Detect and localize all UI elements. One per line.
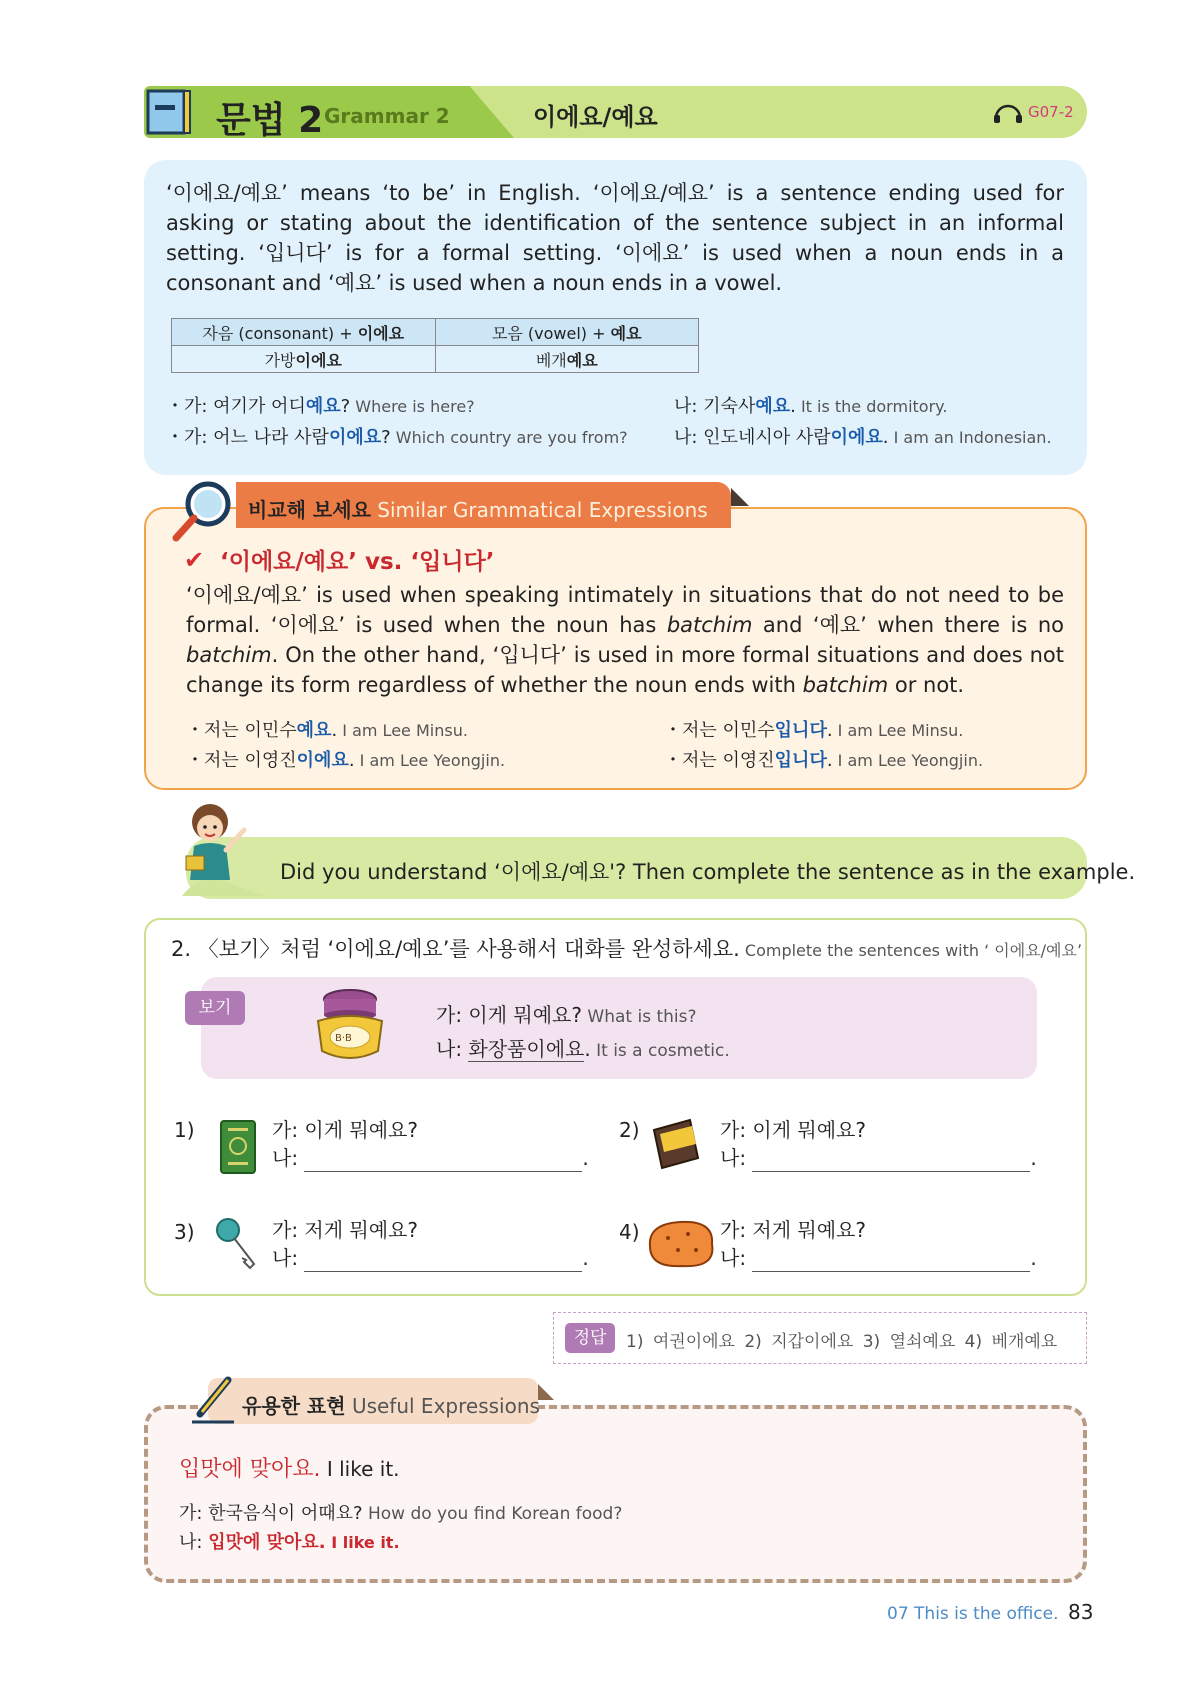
table-header-vowel: 모음 (vowel) + 예요 (435, 319, 699, 346)
intro-example: ・가: 여기가 어디예요? Where is here? (166, 396, 475, 417)
useful-expressions-tab-fold (538, 1384, 554, 1400)
item-answer: 나: . (720, 1246, 1037, 1270)
headphones-icon[interactable] (992, 100, 1024, 124)
chapter-footer: 07 This is the office. (887, 1604, 1059, 1624)
compare-example: ・저는 이민수입니다. I am Lee Minsu. (664, 720, 964, 741)
exercise-title: 2. 〈보기〉처럼 ‘이에요/예요’를 사용해서 대화를 완성하세요. Complete the sentences with ‘ 이에요/예요’ (171, 937, 1083, 961)
useful-expressions-label: 유용한 표현 Useful Expressions (242, 1394, 540, 1418)
useful-expressions-box (144, 1405, 1087, 1583)
item-answer: 나: . (720, 1146, 1037, 1170)
answer-blank[interactable] (752, 1150, 1030, 1172)
answer-blank[interactable] (304, 1150, 582, 1172)
item-number: 4) (619, 1220, 640, 1244)
section-subtitle: Grammar 2 (324, 104, 450, 128)
item-answer: 나: . (272, 1246, 589, 1270)
conjugation-table (171, 318, 699, 373)
section-topic: 이에요/예요 (533, 103, 658, 131)
wallet-icon (650, 1116, 704, 1172)
compare-heading: ‘이에요/예요’ vs. ‘입니다’ (220, 549, 495, 575)
item-number: 1) (174, 1118, 195, 1142)
example-tag: 보기 (185, 991, 245, 1025)
page-number: 83 (1068, 1600, 1094, 1624)
teacher-illustration (172, 800, 272, 904)
answer-blank[interactable] (752, 1250, 1030, 1272)
example-question: 가: 이게 뭐예요? What is this? (436, 1003, 697, 1027)
item-number: 2) (619, 1118, 640, 1142)
pillow-icon (644, 1216, 718, 1272)
item-question: 가: 저게 뭐예요? (720, 1218, 866, 1242)
compare-text: ‘이에요/예요’ is used when speaking intimately in situations that do not need to be formal. ‘이에요’ is used when the noun has batchim and ‘예요’ when there is no batchim. On the other hand, ‘입니다’ is used in more formal situations and does not change its form regardless of whether the noun ends with batchim or not. (186, 583, 1064, 697)
compare-tab-label: 비교해 보세요 Similar Grammatical Expressions (248, 498, 708, 522)
useful-expression-main: 입맛에 맞아요. I like it. (179, 1457, 400, 1482)
answer-blank[interactable] (304, 1250, 582, 1272)
compare-example: ・저는 이영진입니다. I am Lee Yeongjin. (664, 750, 984, 771)
answer-key-text: 1) 여권이에요 2) 지갑이에요 3) 열쇠예요 4) 베개예요 (626, 1332, 1058, 1352)
compare-example: ・저는 이민수예요. I am Lee Minsu. (186, 720, 468, 741)
jar-label: B·B (335, 1033, 352, 1044)
grammar-explanation-text: ‘이에요/예요’ means ‘to be’ in English. ‘이에요/예요’ is a sentence ending used for asking or stating about the identification of the sentence subject in an informal setting. ‘입니다’ is for a formal setting. ‘이에요’ is used when a noun ends in a consonant and ‘예요’ is used when a noun ends in a vowel. (166, 181, 1064, 295)
audio-track-label[interactable]: G07-2 (1028, 103, 1074, 121)
table-cell-vowel-example: 베개예요 (435, 346, 699, 373)
instruction-banner-text: Did you understand ‘이에요/예요'? Then complete the sentence as in the example. (280, 860, 1136, 884)
pen-icon (188, 1374, 238, 1426)
intro-example: 나: 인도네시아 사람이에요. I am an Indonesian. (674, 427, 1052, 448)
useful-expression-line-2: 나: 입맛에 맞아요. I like it. (179, 1532, 400, 1553)
key-icon (214, 1216, 260, 1272)
example-answer: 나: 화장품이에요. It is a cosmetic. (436, 1037, 730, 1061)
compare-tab-fold (731, 488, 749, 506)
useful-expression-line-1: 가: 한국음식이 어때요? How do you find Korean food? (179, 1503, 623, 1524)
answer-key-tag: 정답 (565, 1323, 615, 1353)
passport-icon (218, 1118, 258, 1176)
cosmetic-jar-icon (312, 987, 388, 1063)
item-number: 3) (174, 1220, 195, 1244)
compare-example: ・저는 이영진이에요. I am Lee Yeongjin. (186, 750, 506, 771)
magnifier-icon (170, 478, 236, 544)
book-icon (146, 88, 196, 136)
item-answer: 나: . (272, 1146, 589, 1170)
intro-example: ・가: 어느 나라 사람이에요? Which country are you from? (166, 427, 628, 448)
check-icon: ✔ (184, 546, 205, 574)
intro-example: 나: 기숙사예요. It is the dormitory. (674, 396, 948, 417)
item-question: 가: 이게 뭐예요? (272, 1118, 418, 1142)
item-question: 가: 저게 뭐예요? (272, 1218, 418, 1242)
section-title: 문법 2 (216, 100, 324, 141)
table-cell-consonant-example: 가방이에요 (172, 346, 436, 373)
table-header-consonant: 자음 (consonant) + 이에요 (172, 319, 436, 346)
item-question: 가: 이게 뭐예요? (720, 1118, 866, 1142)
